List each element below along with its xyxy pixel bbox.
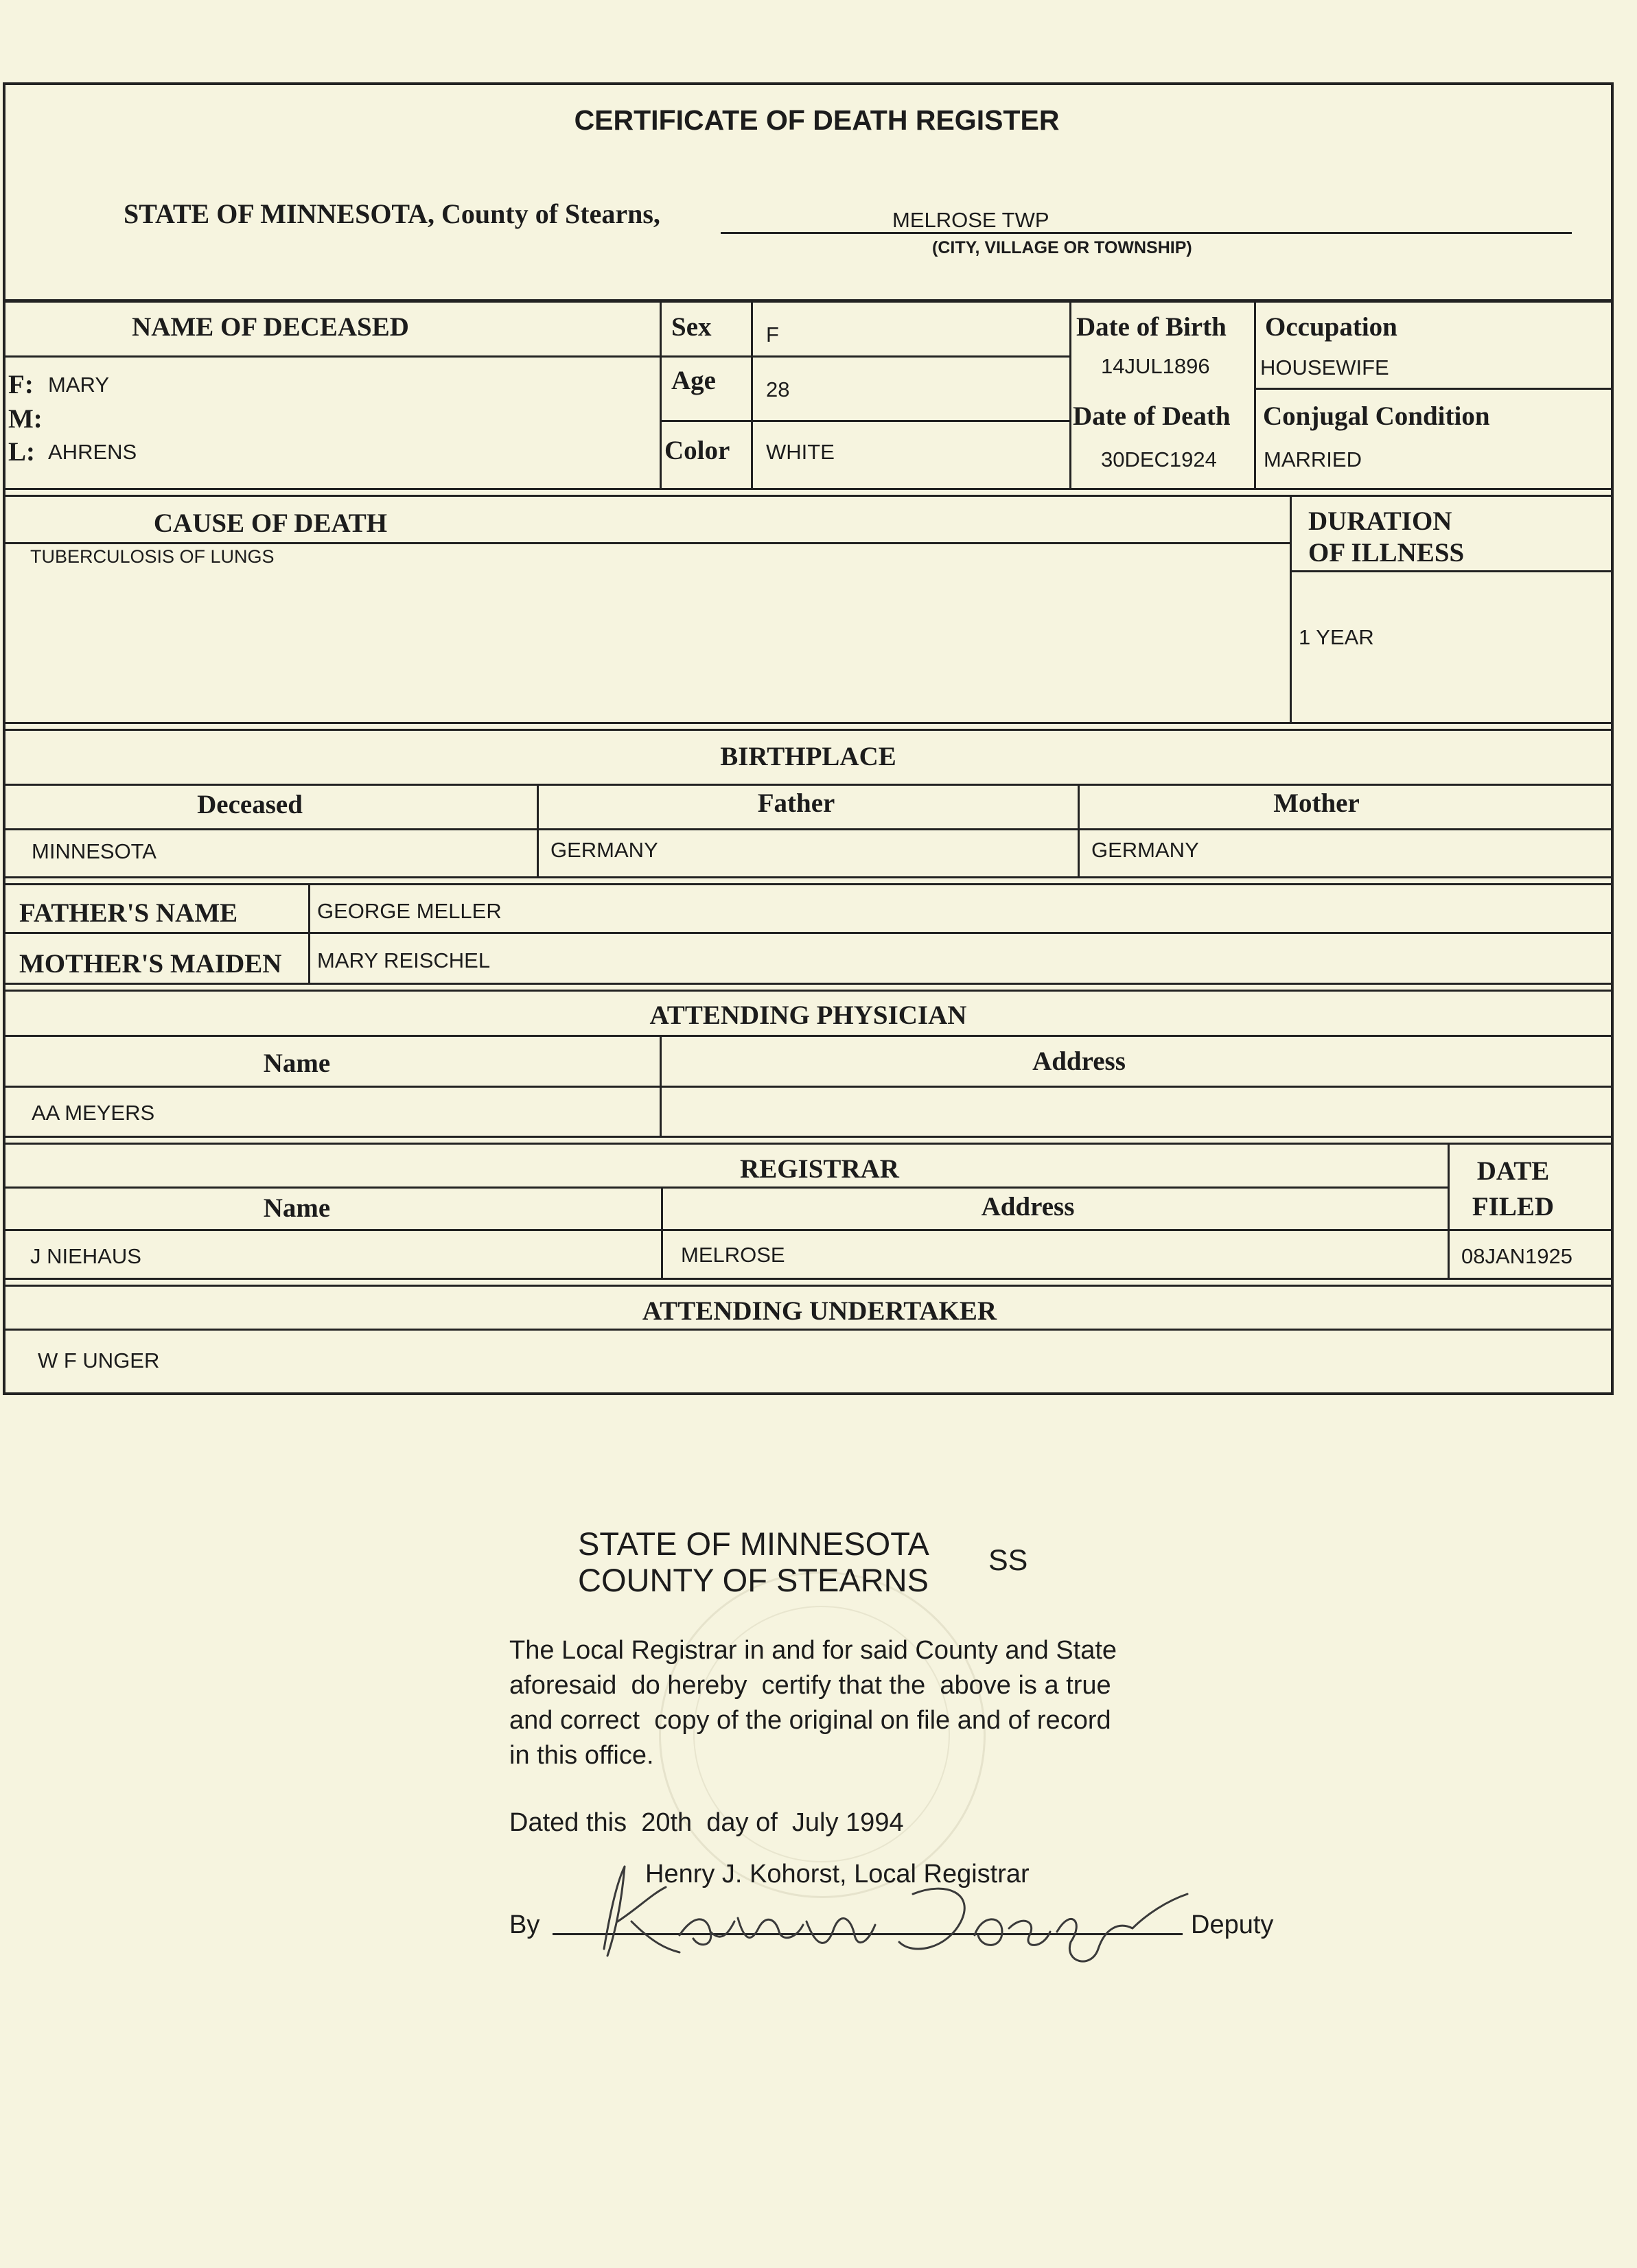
cause-of-death-heading: CAUSE OF DEATH [153, 508, 388, 538]
physician-name-value: AA MEYERS [32, 1101, 155, 1125]
undertaker-name-value: W F UNGER [38, 1348, 160, 1372]
date-filed-label-line2: FILED [1472, 1192, 1555, 1221]
col-divider [1290, 495, 1292, 724]
occupation-label: Occupation [1265, 312, 1397, 342]
sex-value: F [766, 323, 779, 347]
section-divider [3, 1285, 1614, 1287]
cert-ss: SS [988, 1544, 1028, 1577]
physician-name-label: Name [263, 1049, 331, 1078]
row-divider [660, 420, 1071, 422]
registrar-address-value: MELROSE [681, 1243, 785, 1267]
col-divider [751, 299, 753, 490]
section-divider [3, 983, 1614, 985]
section-divider [3, 1278, 1614, 1280]
birthplace-mother-label: Mother [1273, 788, 1360, 818]
section-divider [3, 1143, 1614, 1145]
section-divider [3, 883, 1614, 885]
registrar-heading: REGISTRAR [740, 1154, 899, 1184]
cert-state-line: STATE OF MINNESOTA [578, 1525, 929, 1562]
fathers-name-value: GEORGE MELLER [317, 899, 502, 923]
row-divider [3, 932, 1614, 934]
cause-of-death-value: TUBERCULOSIS OF LUNGS [30, 546, 275, 567]
cert-text-line2: aforesaid do hereby certify that the above is a true [509, 1671, 1111, 1700]
registrar-address-label: Address [981, 1192, 1075, 1221]
row-divider [3, 784, 1614, 786]
color-label: Color [664, 436, 730, 465]
state-county-label: STATE OF MINNESOTA, County of Stearns, [124, 198, 660, 229]
birthplace-mother-value: GERMANY [1091, 838, 1199, 862]
row-divider [660, 355, 1071, 358]
physician-address-label: Address [1032, 1047, 1126, 1076]
col-divider [1254, 299, 1256, 490]
township-value: MELROSE TWP [892, 208, 1049, 232]
mothers-maiden-label: MOTHER'S MAIDEN [19, 949, 282, 979]
handwritten-signature [590, 1853, 1194, 1983]
birthplace-deceased-label: Deceased [197, 790, 303, 819]
cert-text-line4: in this office. [509, 1741, 654, 1770]
section-divider [3, 876, 1614, 878]
date-filed-label-line1: DATE [1476, 1156, 1550, 1186]
attending-physician-heading: ATTENDING PHYSICIAN [649, 1001, 967, 1030]
first-name-label: F: [8, 370, 34, 399]
section-divider [3, 299, 1614, 303]
section-divider [3, 729, 1614, 731]
cert-dated: Dated this 20th day of July 1994 [509, 1808, 904, 1837]
first-name-value: MARY [48, 373, 110, 397]
age-value: 28 [766, 377, 790, 401]
row-divider [1290, 570, 1614, 572]
attending-undertaker-heading: ATTENDING UNDERTAKER [642, 1296, 997, 1326]
section-divider [3, 488, 1614, 490]
certificate-title: CERTIFICATE OF DEATH REGISTER [574, 104, 1060, 136]
last-name-value: AHRENS [48, 440, 137, 464]
conjugal-condition-label: Conjugal Condition [1263, 401, 1490, 431]
birthplace-father-value: GERMANY [550, 838, 658, 862]
row-divider [1254, 388, 1614, 390]
duration-heading-line2: OF ILLNESS [1308, 538, 1465, 568]
cert-by-label: By [509, 1910, 540, 1939]
cert-deputy-label: Deputy [1191, 1910, 1274, 1939]
row-divider [3, 828, 1614, 830]
registrar-name-label: Name [263, 1193, 331, 1223]
cert-text-line3: and correct copy of the original on file and of record [509, 1706, 1111, 1735]
section-divider [3, 495, 1614, 497]
duration-value: 1 YEAR [1299, 625, 1374, 649]
col-divider [1069, 299, 1071, 490]
row-divider [3, 355, 662, 358]
birthplace-deceased-value: MINNESOTA [32, 839, 156, 863]
birthplace-father-label: Father [757, 788, 835, 818]
registrar-name-value: J NIEHAUS [30, 1244, 141, 1268]
row-divider [3, 1329, 1614, 1331]
date-of-death-label: Date of Death [1073, 401, 1231, 431]
row-divider [3, 1035, 1614, 1037]
date-of-birth-value: 14JUL1896 [1101, 354, 1210, 378]
name-of-deceased-heading: NAME OF DECEASED [132, 312, 409, 342]
section-divider [3, 722, 1614, 724]
section-divider [3, 1136, 1614, 1138]
col-divider [660, 299, 662, 490]
date-of-birth-label: Date of Birth [1076, 312, 1227, 342]
cert-text-line1: The Local Registrar in and for said County and State [509, 1636, 1117, 1665]
row-divider [3, 542, 1290, 544]
conjugal-condition-value: MARRIED [1264, 447, 1362, 471]
color-value: WHITE [766, 440, 835, 464]
township-underline [721, 232, 1572, 234]
mothers-maiden-value: MARY REISCHEL [317, 948, 491, 972]
date-filed-value: 08JAN1925 [1461, 1244, 1573, 1268]
section-divider [3, 990, 1614, 992]
duration-heading-line1: DURATION [1308, 506, 1452, 536]
sex-label: Sex [671, 312, 712, 342]
row-divider [3, 1086, 1614, 1088]
middle-name-label: M: [8, 404, 43, 434]
fathers-name-label: FATHER'S NAME [19, 898, 238, 928]
cert-registrar-name: Henry J. Kohorst, Local Registrar [645, 1860, 1030, 1889]
birthplace-heading: BIRTHPLACE [720, 742, 896, 771]
age-label: Age [671, 366, 716, 395]
township-caption: (CITY, VILLAGE OR TOWNSHIP) [932, 238, 1192, 257]
occupation-value: HOUSEWIFE [1260, 355, 1389, 379]
last-name-label: L: [8, 437, 35, 467]
row-divider [3, 1229, 1614, 1231]
row-divider [3, 1186, 1449, 1189]
cert-county-line: COUNTY OF STEARNS [578, 1562, 929, 1598]
date-of-death-value: 30DEC1924 [1101, 447, 1217, 471]
